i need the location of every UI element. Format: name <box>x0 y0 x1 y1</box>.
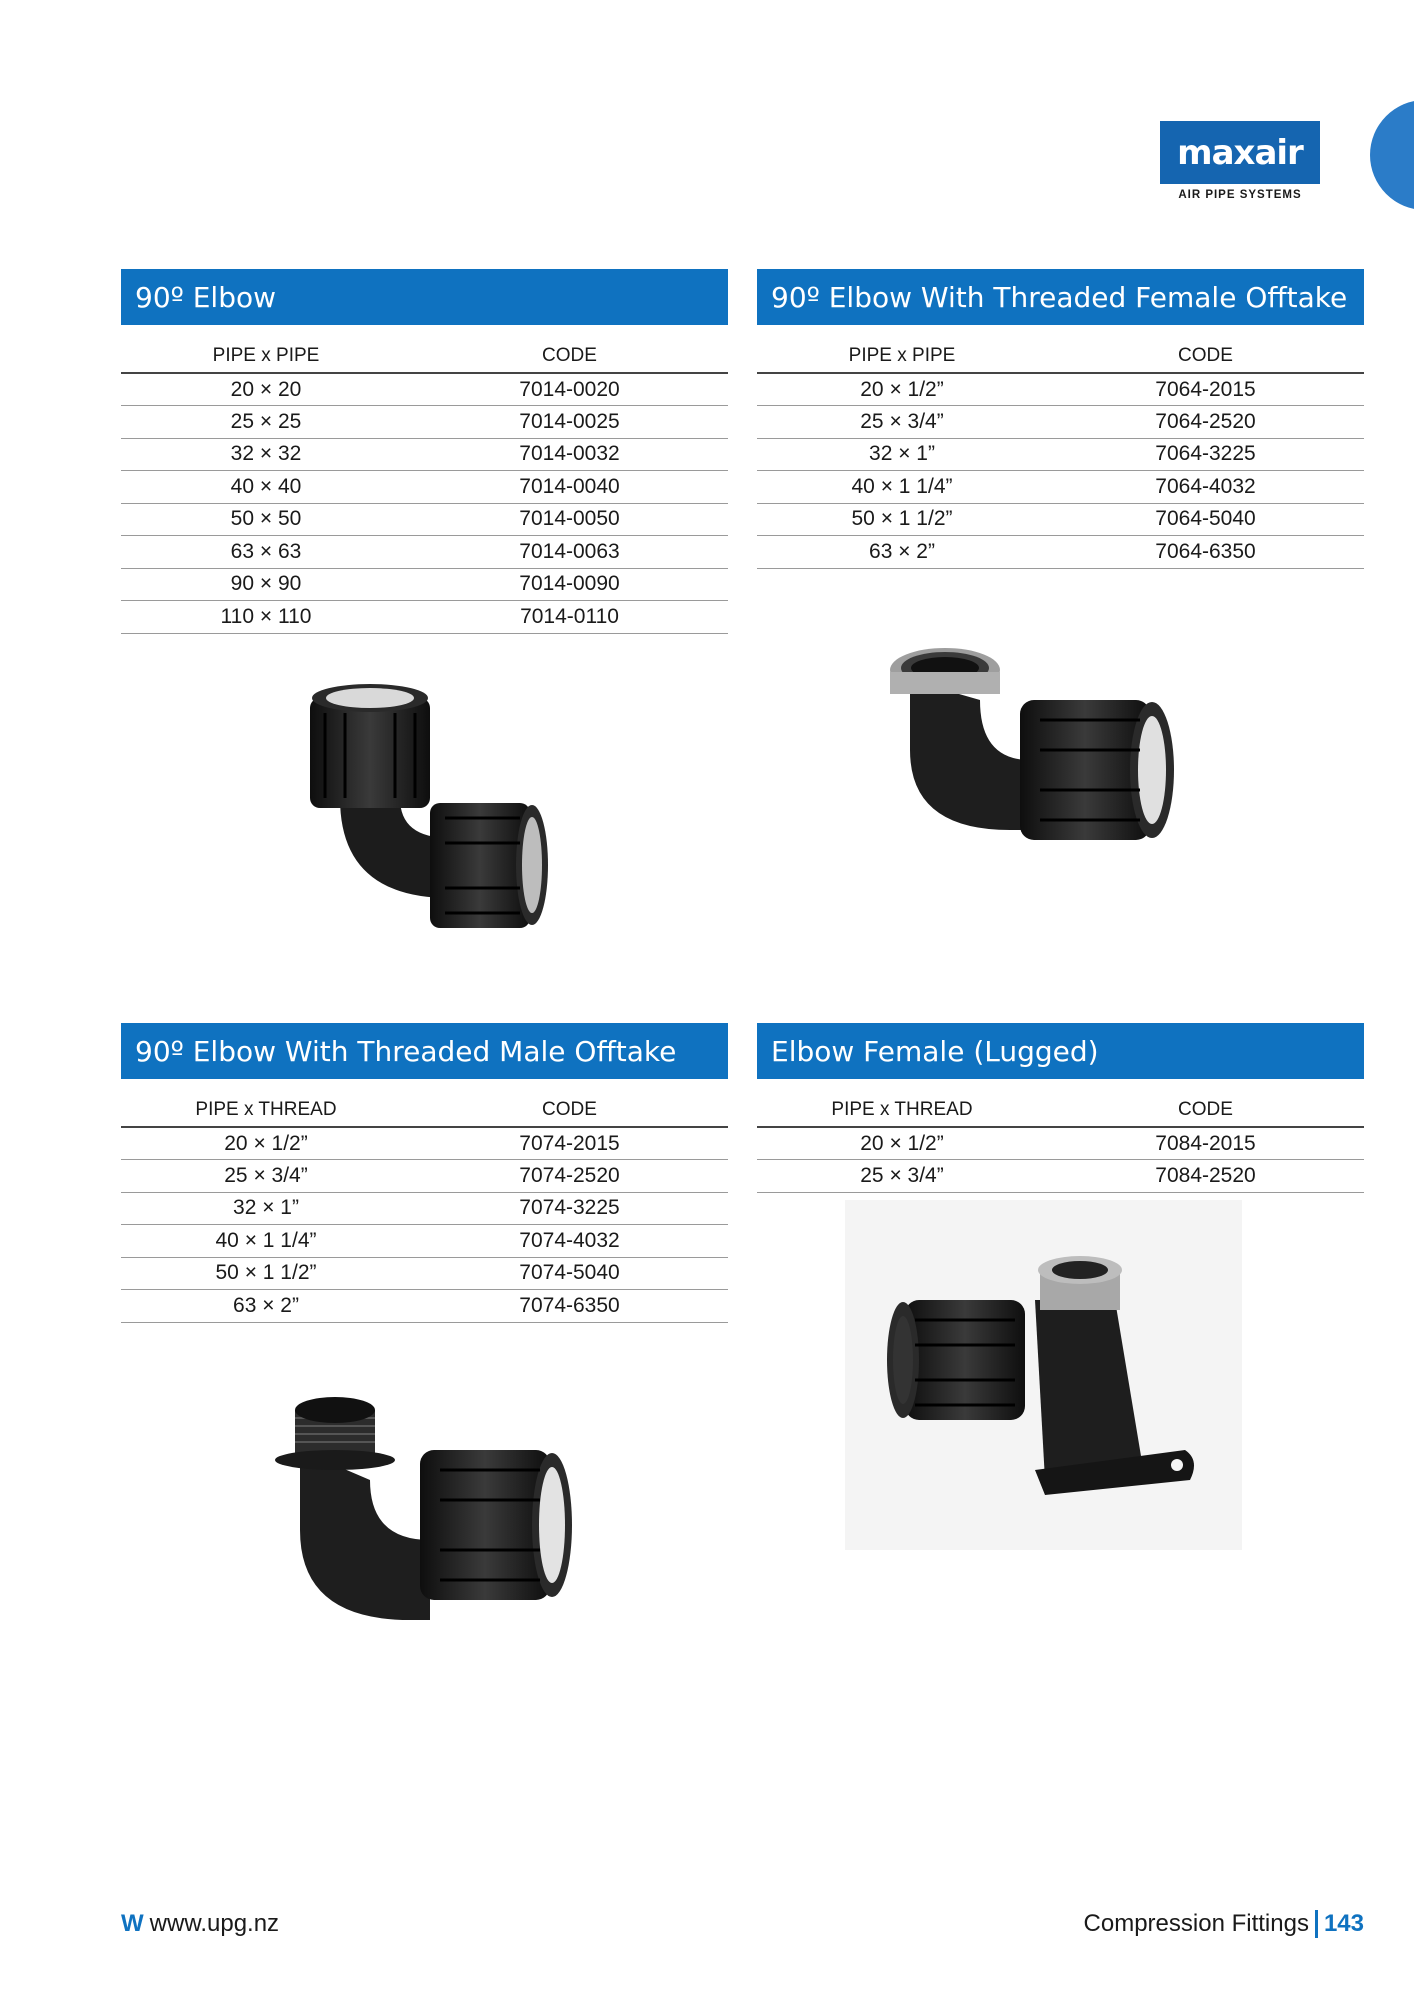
size-cell: 63 × 63 <box>121 536 411 569</box>
table-row <box>757 471 1364 504</box>
section-title: 90º Elbow <box>135 280 276 314</box>
table-row <box>121 373 728 406</box>
product-image-90-elbow-male-offtake <box>260 1390 600 1660</box>
spec-table <box>757 1093 1364 1193</box>
section-header <box>757 1023 1364 1079</box>
footer-page-info <box>1084 1910 1364 1938</box>
page-number: 143 <box>1323 1910 1364 1937</box>
section-90-elbow-male-offtake <box>121 1023 728 1323</box>
column-header-size: PIPE x PIPE <box>757 339 1047 373</box>
code-cell: 7064-3225 <box>1047 438 1364 471</box>
size-cell: 63 × 2” <box>757 536 1047 569</box>
table-row <box>121 1225 728 1258</box>
size-cell: 20 × 1/2” <box>757 1127 1047 1160</box>
section-title: Elbow Female (Lugged) <box>771 1034 1099 1068</box>
size-cell: 32 × 1” <box>121 1192 411 1225</box>
code-cell: 7014-0110 <box>411 601 728 634</box>
code-cell: 7064-6350 <box>1047 536 1364 569</box>
table-row <box>757 1127 1364 1160</box>
size-cell: 20 × 1/2” <box>757 373 1047 406</box>
size-cell: 90 × 90 <box>121 568 411 601</box>
code-cell: 7074-2015 <box>411 1127 728 1160</box>
section-header <box>121 269 728 325</box>
code-cell: 7064-5040 <box>1047 503 1364 536</box>
code-cell: 7064-2015 <box>1047 373 1364 406</box>
column-header-code: CODE <box>411 339 728 373</box>
size-cell: 32 × 32 <box>121 438 411 471</box>
footer-website <box>121 1910 279 1938</box>
column-header-size: PIPE x THREAD <box>121 1093 411 1127</box>
size-cell: 40 × 40 <box>121 471 411 504</box>
section-90-elbow-female-offtake <box>757 269 1364 569</box>
code-cell: 7074-3225 <box>411 1192 728 1225</box>
table-row <box>757 1160 1364 1193</box>
size-cell: 40 × 1 1/4” <box>121 1225 411 1258</box>
footer-category: Compression Fittings <box>1083 1910 1309 1937</box>
size-cell: 20 × 1/2” <box>121 1127 411 1160</box>
size-cell: 63 × 2” <box>121 1290 411 1323</box>
column-header-code: CODE <box>1047 1093 1364 1127</box>
maxair-logo <box>1160 121 1320 201</box>
footer-divider <box>1315 1910 1318 1938</box>
web-prefix: W <box>121 1910 144 1937</box>
logo-tagline: AIR PIPE SYSTEMS <box>1178 189 1302 201</box>
size-cell: 25 × 25 <box>121 406 411 439</box>
table-row <box>121 1127 728 1160</box>
size-cell: 50 × 1 1/2” <box>121 1257 411 1290</box>
product-image-90-elbow-female-offtake <box>880 640 1220 890</box>
code-cell: 7014-0040 <box>411 471 728 504</box>
table-row <box>757 503 1364 536</box>
code-cell: 7014-0090 <box>411 568 728 601</box>
size-cell: 32 × 1” <box>757 438 1047 471</box>
section-90-elbow <box>121 269 728 634</box>
logo-wordmark: maxair <box>1177 132 1303 173</box>
section-header <box>121 1023 728 1079</box>
column-header-size: PIPE x THREAD <box>757 1093 1047 1127</box>
size-cell: 110 × 110 <box>121 601 411 634</box>
size-cell: 50 × 50 <box>121 503 411 536</box>
product-image-90-elbow <box>300 668 580 948</box>
table-row <box>121 503 728 536</box>
code-cell: 7074-4032 <box>411 1225 728 1258</box>
table-row <box>121 406 728 439</box>
spec-table <box>757 339 1364 569</box>
table-row <box>121 438 728 471</box>
size-cell: 25 × 3/4” <box>121 1160 411 1193</box>
table-row <box>121 1257 728 1290</box>
size-cell: 20 × 20 <box>121 373 411 406</box>
code-cell: 7074-2520 <box>411 1160 728 1193</box>
logo-badge <box>1160 121 1320 184</box>
section-header <box>757 269 1364 325</box>
table-row <box>121 1160 728 1193</box>
code-cell: 7014-0050 <box>411 503 728 536</box>
code-cell: 7084-2520 <box>1047 1160 1364 1193</box>
code-cell: 7014-0020 <box>411 373 728 406</box>
code-cell: 7014-0025 <box>411 406 728 439</box>
table-row <box>757 406 1364 439</box>
spec-table <box>121 1093 728 1323</box>
code-cell: 7064-2520 <box>1047 406 1364 439</box>
table-row <box>121 1192 728 1225</box>
code-cell: 7074-6350 <box>411 1290 728 1323</box>
table-row <box>757 373 1364 406</box>
website-link[interactable]: www.upg.nz <box>149 1910 280 1937</box>
table-row <box>757 536 1364 569</box>
spec-table <box>121 339 728 634</box>
column-header-size: PIPE x PIPE <box>121 339 411 373</box>
product-image-elbow-female-lugged <box>845 1200 1242 1550</box>
size-cell: 25 × 3/4” <box>757 1160 1047 1193</box>
size-cell: 50 × 1 1/2” <box>757 503 1047 536</box>
table-row <box>121 568 728 601</box>
table-row <box>121 471 728 504</box>
code-cell: 7014-0063 <box>411 536 728 569</box>
column-header-code: CODE <box>1047 339 1364 373</box>
table-row <box>121 601 728 634</box>
page-tab-marker <box>1370 100 1414 210</box>
code-cell: 7074-5040 <box>411 1257 728 1290</box>
table-row <box>121 536 728 569</box>
code-cell: 7064-4032 <box>1047 471 1364 504</box>
section-title: 90º Elbow With Threaded Male Offtake <box>135 1034 677 1068</box>
size-cell: 40 × 1 1/4” <box>757 471 1047 504</box>
table-row <box>121 1290 728 1323</box>
code-cell: 7014-0032 <box>411 438 728 471</box>
column-header-code: CODE <box>411 1093 728 1127</box>
code-cell: 7084-2015 <box>1047 1127 1364 1160</box>
section-elbow-female-lugged <box>757 1023 1364 1193</box>
size-cell: 25 × 3/4” <box>757 406 1047 439</box>
section-title: 90º Elbow With Threaded Female Offtake <box>771 280 1348 314</box>
table-row <box>757 438 1364 471</box>
